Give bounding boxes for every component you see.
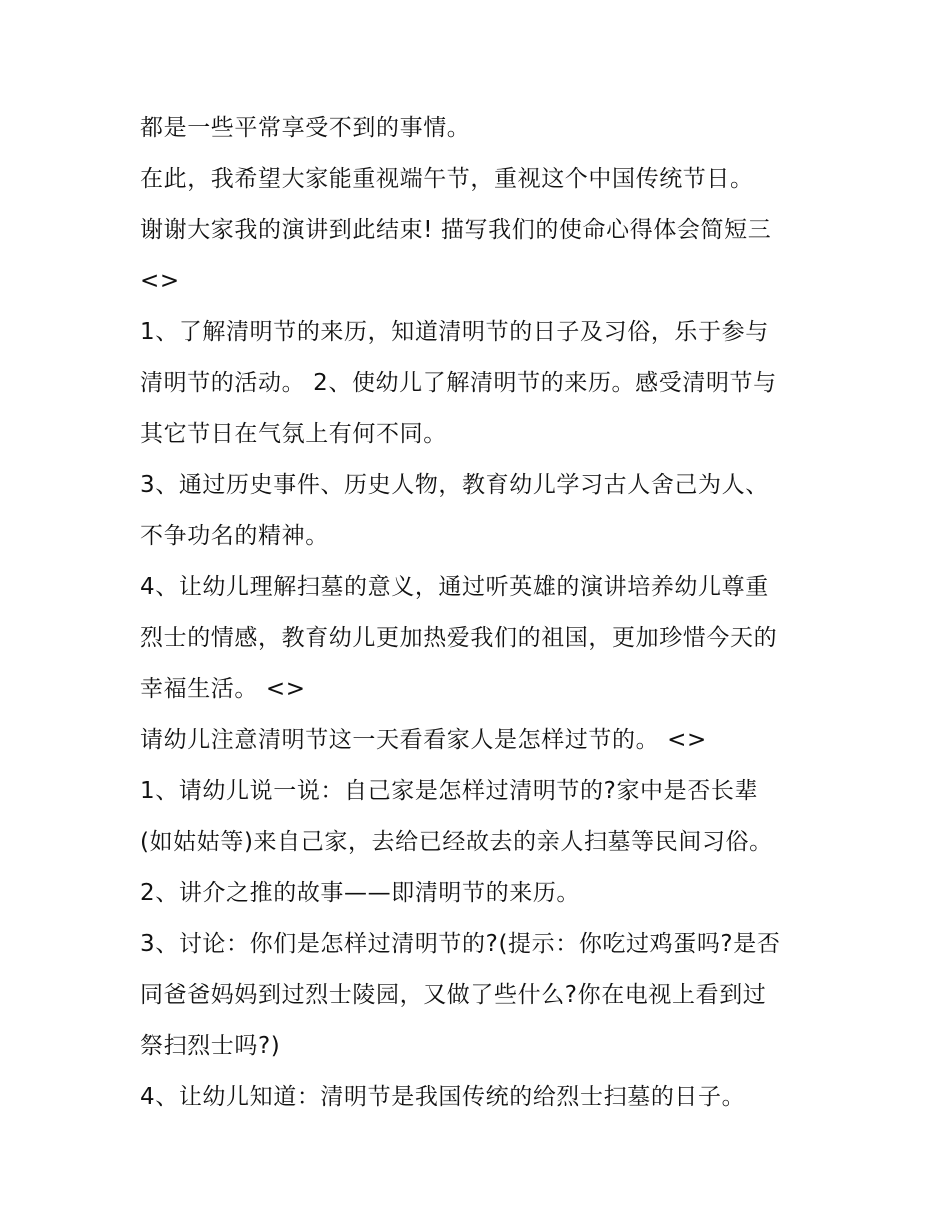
text-line: 幸福生活。 <> — [140, 676, 306, 702]
text-line: 清明节的活动。 2、使幼儿了解清明节的来历。感受清明节与 — [140, 370, 777, 396]
text-line: 祭扫烈士吗?) — [140, 1033, 281, 1059]
text-line: 1、了解清明节的来历，知道清明节的日子及习俗，乐于参与 — [140, 319, 769, 345]
text-line: 2、讲介之推的故事——即清明节的来历。 — [140, 880, 581, 906]
document-body — [140, 103, 830, 1123]
text-line: <> — [140, 268, 180, 294]
text-line: 不争功名的精神。 — [140, 523, 329, 549]
text-line: 都是一些平常享受不到的事情。 — [140, 115, 471, 141]
text-line: 请幼儿注意清明节这一天看看家人是怎样过节的。 <> — [140, 727, 707, 753]
text-line: 3、讨论：你们是怎样过清明节的?(提示：你吃过鸡蛋吗?是否 — [140, 931, 781, 957]
text-line: 3、通过历史事件、历史人物，教育幼儿学习古人舍己为人、 — [140, 472, 769, 498]
text-line: 谢谢大家我的演讲到此结束! 描写我们的使命心得体会简短三 — [140, 217, 772, 243]
text-line: 烈士的情感，教育幼儿更加热爱我们的祖国，更加珍惜今天的 — [140, 625, 778, 651]
text-line: 在此，我希望大家能重视端午节，重视这个中国传统节日。 — [140, 166, 754, 192]
text-line: (如姑姑等)来自己家，去给已经故去的亲人扫墓等民间习俗。 — [140, 829, 773, 855]
text-line: 4、让幼儿理解扫墓的意义，通过听英雄的演讲培养幼儿尊重 — [140, 574, 769, 600]
text-line: 同爸爸妈妈到过烈士陵园，又做了些什么?你在电视上看到过 — [140, 982, 767, 1008]
text-line: 1、请幼儿说一说：自己家是怎样过清明节的?家中是否长辈 — [140, 778, 759, 804]
text-line: 其它节日在气氛上有何不同。 — [140, 421, 447, 447]
text-line: 4、让幼儿知道：清明节是我国传统的给烈士扫墓的日子。 — [140, 1084, 746, 1110]
